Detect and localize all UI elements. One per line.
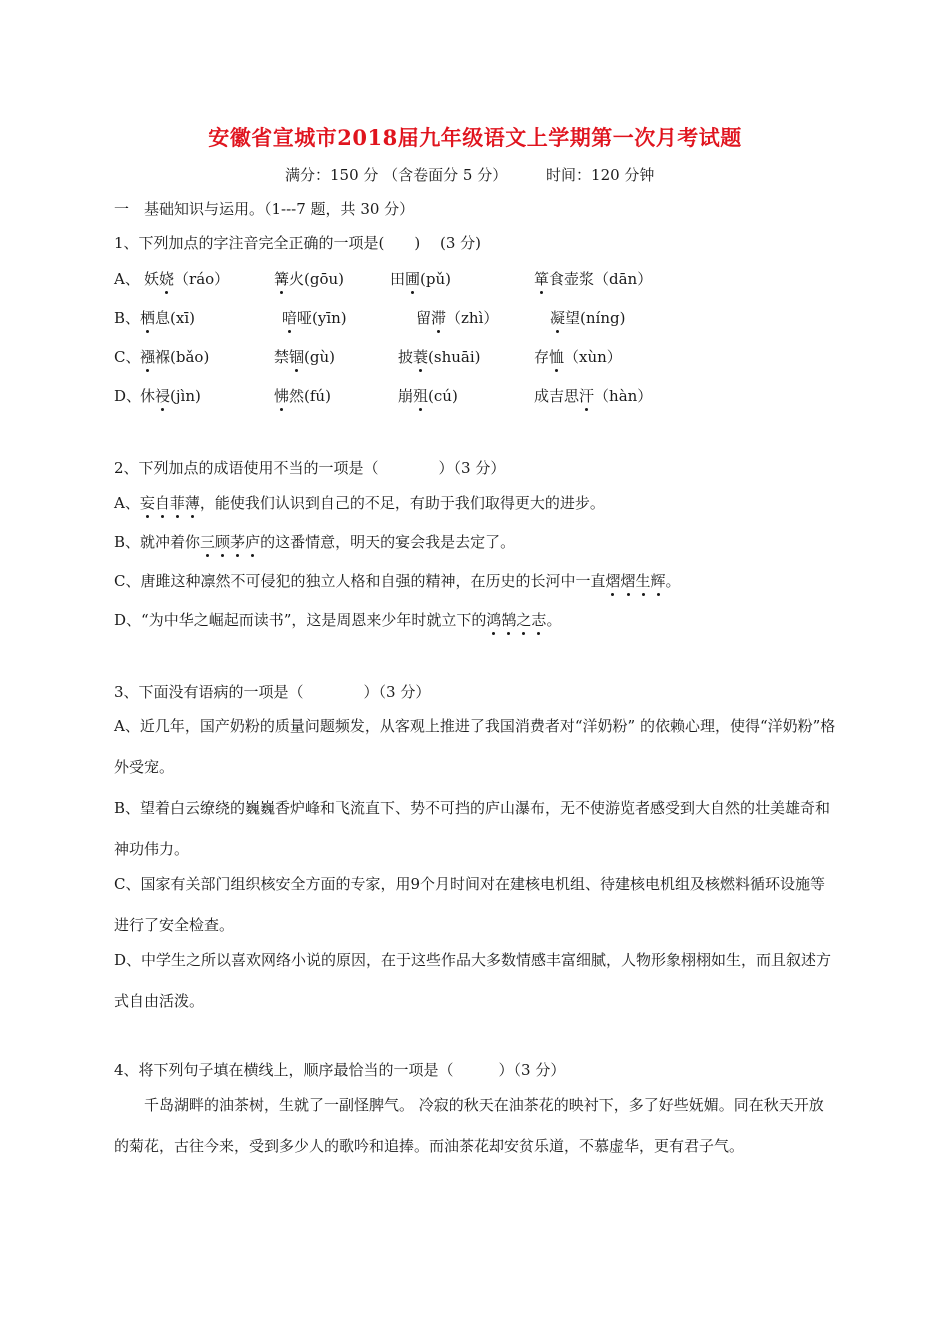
emphasis-char: 辉 [650,572,666,590]
pinyin-item: 留滞（zhì） [416,309,499,327]
pinyin-item: 存恤（xùn） [534,348,622,366]
emphasis-char: 鹄 [501,611,517,629]
emphasis-char: 鸿 [486,611,502,629]
option-label: D、 [114,387,142,405]
emphasis-char: 顾 [215,533,231,551]
pinyin-item: 崩殂(cú) [398,387,458,405]
q3-option-c: C、国家有关部门组织核安全方面的专家，用9个月时间对在建核电机组、待建核电机组及核燃料循环设施等进行了安全检查。 [114,875,826,934]
emphasis-char: 熠 [620,572,636,590]
emphasis-char: 之 [516,611,532,629]
emphasis-char: 自 [154,494,170,512]
pinyin-item: 箪食壶浆（dān） [534,270,653,288]
pinyin-item: 襁褓(bǎo) [140,348,210,366]
emphasis-char: 薄 [184,494,200,512]
q3-option-b: B、望着白云缭绕的巍巍香炉峰和飞流直下、势不可挡的庐山瀑布，无不使游览者感受到大自然的壮美雄奇和神功伟力。 [114,799,831,858]
q3-option-a: A、近几年，国产奶粉的质量问题频发，从客观上推进了我国消费者对“洋奶粉” 的依赖心理，使得“洋奶粉”格外受宠。 [114,717,836,776]
q2-option-b: B、就冲着你三顾茅庐的这番情意，明天的宴会我是去定了。 [114,533,516,551]
q2-option-d: D、“为中华之崛起而读书”，这是周恩来少年时就立下的鸿鹄之志。 [114,611,562,629]
pinyin-item: 妖娆（ráo） [144,270,230,288]
exam-meta [285,164,688,185]
question-2-stem: 2、下列加点的成语使用不当的一项是（ ）（3 分） [114,459,506,477]
q3-option-d: D、中学生之所以喜欢网络小说的原因，在于这些作品大多数情感丰富细腻，人物形象栩栩如生，而且叙述方式自由活泼。 [114,951,832,1010]
q2-option-c: C、唐雎这种凛然不可侵犯的独立人格和自强的精神，在历史的长河中一直熠熠生辉。 [114,572,681,590]
emphasis-char: 志 [531,611,547,629]
section-heading: 一 基础知识与运用。（1---7 题，共 30 分） [114,200,415,218]
emphasis-char: 三 [200,533,216,551]
question-4-stem: 4、将下列句子填在横线上，顺序最恰当的一项是（ ）（3 分） [114,1061,566,1079]
pinyin-item: 怫然(fú) [274,387,331,405]
pinyin-item: 喑哑(yīn) [282,309,347,327]
emphasis-char: 庐 [245,533,261,551]
q2-option-a: A、妄自菲薄，能使我们认识到自己的不足，有助于我们取得更大的进步。 [114,494,605,512]
dotted-idiom [140,494,200,512]
pinyin-item: 凝望(níng) [550,309,626,327]
emphasis-char: 生 [635,572,651,590]
dotted-idiom [605,572,665,590]
exam-title: 安徽省宣城市2018届九年级语文上学期第一次月考试题 [208,125,742,150]
emphasis-char: 妄 [139,494,155,512]
question-1-stem: 1、下列加点的字注音完全正确的一项是( ) (3 分) [114,234,482,252]
pinyin-item: 栖息(xī) [140,309,195,327]
option-label: C、 [114,348,141,366]
time-info: 时间：120 分钟 [546,166,655,184]
dotted-idiom [200,533,260,551]
pinyin-item: 篝火(gōu) [274,270,345,288]
pinyin-item: 田圃(pǔ) [390,270,451,288]
pinyin-item: 休祲(jìn) [140,387,201,405]
pinyin-item: 禁锢(gù) [274,348,335,366]
pinyin-item: 成吉思汗（hàn） [534,387,653,405]
dotted-idiom [486,611,546,629]
q4-passage: 千岛湖畔的油茶树，生就了一副怪脾气。 冷寂的秋天在油茶花的映衬下，多了好些妩媚。同在秋天开放的菊花，古往今来，受到多少人的歌吟和追捧。而油茶花却安贫乐道，不慕虚华，更有君子气。 [114,1096,824,1155]
option-label: B、 [114,309,141,327]
emphasis-char: 茅 [230,533,246,551]
option-label: A、 [114,270,140,288]
emphasis-char: 熠 [605,572,621,590]
pinyin-item: 披蓑(shuāi) [398,348,481,366]
question-3-stem: 3、下面没有语病的一项是（ ）（3 分） [114,683,431,701]
score-info: 满分：150 分 （含卷面分 5 分） [285,166,508,184]
emphasis-char: 菲 [169,494,185,512]
